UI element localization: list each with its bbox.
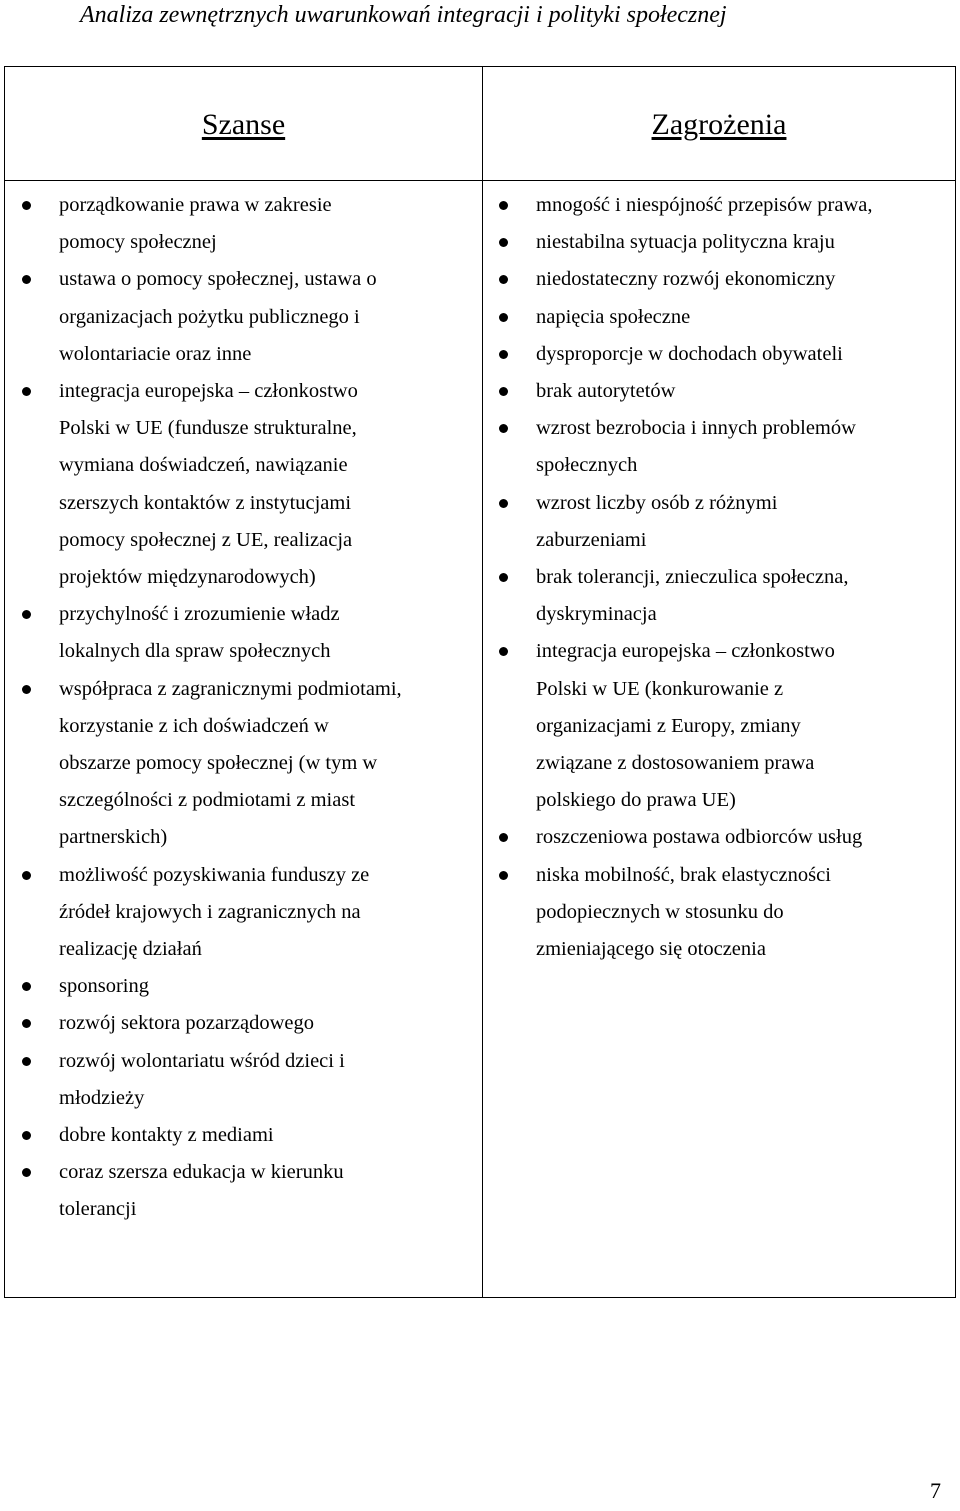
threat-item-line: związane z dostosowaniem prawa bbox=[536, 752, 815, 775]
threat-item-line: polskiego do prawa UE) bbox=[536, 789, 736, 812]
column-divider bbox=[482, 67, 483, 1297]
opportunity-item bbox=[59, 1005, 477, 1042]
opportunity-item-line: młodzieży bbox=[59, 1086, 145, 1109]
threat-item-line: roszczeniowa postawa odbiorców usług bbox=[536, 826, 863, 849]
opportunity-item-line: tolerancji bbox=[59, 1198, 137, 1221]
opportunity-item-line: pomocy społecznej z UE, realizacja bbox=[59, 528, 353, 551]
opportunity-item-line: rozwój wolontariatu wśród dzieci i bbox=[59, 1049, 345, 1072]
threat-item-line: zmieniającego się otoczenia bbox=[536, 938, 766, 961]
opportunity-item-line: lokalnych dla spraw społecznych bbox=[59, 640, 331, 663]
threat-item bbox=[536, 373, 951, 410]
threat-item-line: niska mobilność, brak elastyczności bbox=[536, 863, 831, 886]
opportunity-item-line: pomocy społecznej bbox=[59, 231, 217, 254]
threat-item-line: napięcia społeczne bbox=[536, 305, 691, 328]
threat-item bbox=[536, 485, 951, 559]
threats-list bbox=[536, 187, 951, 968]
opportunity-item-line: porządkowanie prawa w zakresie bbox=[59, 194, 332, 216]
threat-item-line: brak tolerancji, znieczulica społeczna, bbox=[536, 566, 849, 589]
opportunity-item-line: wymiana doświadczeń, nawiązanie bbox=[59, 454, 348, 477]
threat-item bbox=[536, 857, 951, 969]
threat-item-line: Polski w UE (konkurowanie z bbox=[536, 677, 784, 700]
opportunity-item-line: ustawa o pomocy społecznej, ustawa o bbox=[59, 268, 377, 291]
opportunity-item bbox=[59, 373, 477, 596]
threat-item-line: podopiecznych w stosunku do bbox=[536, 900, 784, 923]
threat-item-line: niedostateczny rozwój ekonomiczny bbox=[536, 268, 836, 291]
opportunity-item-line: źródeł krajowych i zagranicznych na bbox=[59, 900, 361, 923]
opportunity-item-line: wolontariacie oraz inne bbox=[59, 342, 252, 365]
opportunity-item bbox=[59, 968, 477, 1005]
threat-item-line: zaburzeniami bbox=[536, 528, 647, 551]
threat-item-line: niestabilna sytuacja polityczna kraju bbox=[536, 231, 835, 254]
threat-item-line: wzrost bezrobocia i innych problemów bbox=[536, 417, 856, 440]
threat-item-line: dyskryminacja bbox=[536, 603, 657, 626]
opportunity-item bbox=[59, 1043, 477, 1117]
opportunity-item-line: integracja europejska – członkostwo bbox=[59, 380, 358, 403]
opportunity-item-line: współpraca z zagranicznymi podmiotami, bbox=[59, 677, 402, 700]
opportunity-item-line: projektów międzynarodowych) bbox=[59, 566, 316, 589]
opportunity-item bbox=[59, 1154, 477, 1228]
threat-item-line: wzrost liczby osób z różnymi bbox=[536, 491, 778, 514]
threat-item bbox=[536, 819, 951, 856]
threat-item-line: społecznych bbox=[536, 454, 638, 477]
opportunity-item-line: coraz szersza edukacja w kierunku bbox=[59, 1161, 344, 1184]
opportunities-header: Szanse bbox=[201, 108, 286, 141]
threats-header: Zagrożenia bbox=[651, 108, 787, 141]
opportunity-item bbox=[59, 671, 477, 857]
threat-item-line: integracja europejska – członkostwo bbox=[536, 640, 835, 663]
threat-item bbox=[536, 633, 951, 819]
opportunity-item bbox=[59, 261, 477, 373]
opportunity-item bbox=[59, 857, 477, 969]
swot-table bbox=[4, 66, 956, 1298]
threat-item bbox=[536, 410, 951, 484]
opportunity-item-line: przychylność i zrozumienie władz bbox=[59, 603, 340, 626]
threat-item bbox=[536, 559, 951, 633]
threat-item bbox=[536, 261, 951, 298]
opportunities-list bbox=[59, 187, 477, 1229]
page-number: 7 bbox=[930, 1478, 941, 1503]
opportunity-item bbox=[59, 596, 477, 670]
header-divider bbox=[5, 180, 955, 181]
opportunity-item-line: obszarze pomocy społecznej (w tym w bbox=[59, 752, 378, 775]
opportunity-item-line: dobre kontakty z mediami bbox=[59, 1124, 274, 1147]
threat-item-line: organizacjami z Europy, zmiany bbox=[536, 714, 801, 737]
opportunity-item bbox=[59, 1117, 477, 1154]
opportunity-item-line: partnerskich) bbox=[59, 826, 168, 849]
opportunity-item bbox=[59, 187, 477, 261]
opportunity-item-line: szczególności z podmiotami z miast bbox=[59, 789, 356, 812]
opportunity-item-line: realizację działań bbox=[59, 938, 202, 961]
opportunity-item-line: sponsoring bbox=[59, 975, 149, 998]
threat-item bbox=[536, 336, 951, 373]
threat-item-line: mnogość i niespójność przepisów prawa, bbox=[536, 194, 873, 216]
threat-item-line: dysproporcje w dochodach obywateli bbox=[536, 342, 843, 365]
opportunity-item-line: organizacjach pożytku publicznego i bbox=[59, 305, 360, 328]
threat-item-line: brak autorytetów bbox=[536, 380, 676, 403]
threat-item bbox=[536, 299, 951, 336]
opportunity-item-line: Polski w UE (fundusze strukturalne, bbox=[59, 417, 357, 440]
opportunity-item-line: możliwość pozyskiwania funduszy ze bbox=[59, 863, 370, 886]
page-title: Analiza zewnętrznych uwarunkowań integracji i polityki społecznej bbox=[80, 2, 727, 28]
opportunity-item-line: korzystanie z ich doświadczeń w bbox=[59, 714, 329, 737]
opportunity-item-line: szerszych kontaktów z instytucjami bbox=[59, 491, 352, 514]
threat-item bbox=[536, 187, 951, 224]
opportunity-item-line: rozwój sektora pozarządowego bbox=[59, 1012, 314, 1035]
threat-item bbox=[536, 224, 951, 261]
